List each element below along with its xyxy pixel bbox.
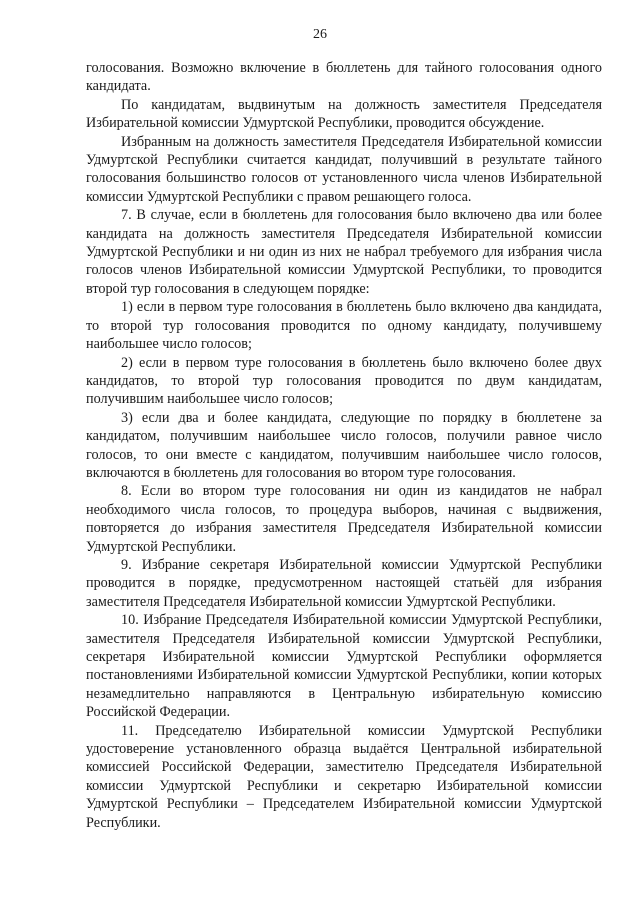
document-body: [86, 59, 602, 832]
paragraph-item-8: 8. Если во втором туре голосования ни один из кандидатов не набрал необходимого числа голосов, то процедура выборов, начиная с выдвижения, повторяется до избрания заместителя Председателя Избирательной комиссии Удмуртской Республики.: [86, 483, 602, 555]
paragraph-discussion: По кандидатам, выдвинутым на должность заместителя Председателя Избирательной комиссии Удмуртской Республики, проводится обсуждение.: [86, 96, 602, 132]
paragraph-continuation: голосования. Возможно включение в бюллетень для тайного голосования одного кандидата.: [86, 60, 602, 95]
paragraph-item-9: 9. Избрание секретаря Избирательной комиссии Удмуртской Республики проводится в порядке, предусмотренном настоящей статьёй для избрания заместителя Председателя Избирательной комиссии Удмуртской Республики.: [86, 556, 602, 610]
paragraph-subitem-1: 1) если в первом туре голосования в бюллетень было включено два кандидата, то второй тур голосования проводится по одному кандидату, получившему наибольшее число голосов;: [86, 299, 602, 353]
paragraph-item-7: 7. В случае, если в бюллетень для голосования было включено два или более кандидата на должность заместителя Председателя Избирательной комиссии Удмуртской Республики и ни один из них не набрал требуемого для избрания числа голосов членов Избирательной комиссии Удмуртской Республики, то проводится второй тур голосования в следующем порядке:: [86, 207, 602, 297]
paragraph-elected-deputy: Избранным на должность заместителя Председателя Избирательной комиссии Удмуртской Республики считается кандидат, получивший в результате тайного голосования большинство голосов от установленного числа членов Избирательной комиссии Удмуртской Республики с правом решающего голоса.: [86, 133, 602, 205]
page-number: 26: [313, 27, 327, 42]
paragraph-subitem-2: 2) если в первом туре голосования в бюллетень было включено более двух кандидатов, то второй тур голосования проводится по двум кандидатам, получившим наибольшее число голосов;: [86, 354, 602, 408]
paragraph-item-10: 10. Избрание Председателя Избирательной комиссии Удмуртской Республики, заместителя Председателя Избирательной комиссии Удмуртской Республики, секретаря Избирательной комиссии Удмуртской Республики оформляется постановлениями Избирательной комиссии Удмуртской Республики, копии которых незамедлительно направляются в Центральную избирательную комиссию Российской Федерации.: [86, 612, 602, 721]
paragraph-item-11: 11. Председателю Избирательной комиссии Удмуртской Республики удостоверение установленного образца выдаётся Центральной избирательной комиссией Российской Федерации, заместителю Председателя Избирательной комиссии Удмуртской Республики и секретарю Избирательной комиссии Удмуртской Республики – Председателем Избирательной комиссии Удмуртской Республики.: [86, 722, 602, 831]
paragraph-subitem-3: 3) если два и более кандидата, следующие по порядку в бюллетене за кандидатом, получившим наибольшее число голосов, получили равное число голосов, то они вместе с кандидатом, получившим наибольшее число голосов, включаются в бюллетень для голосования во втором туре голосования.: [86, 409, 602, 481]
